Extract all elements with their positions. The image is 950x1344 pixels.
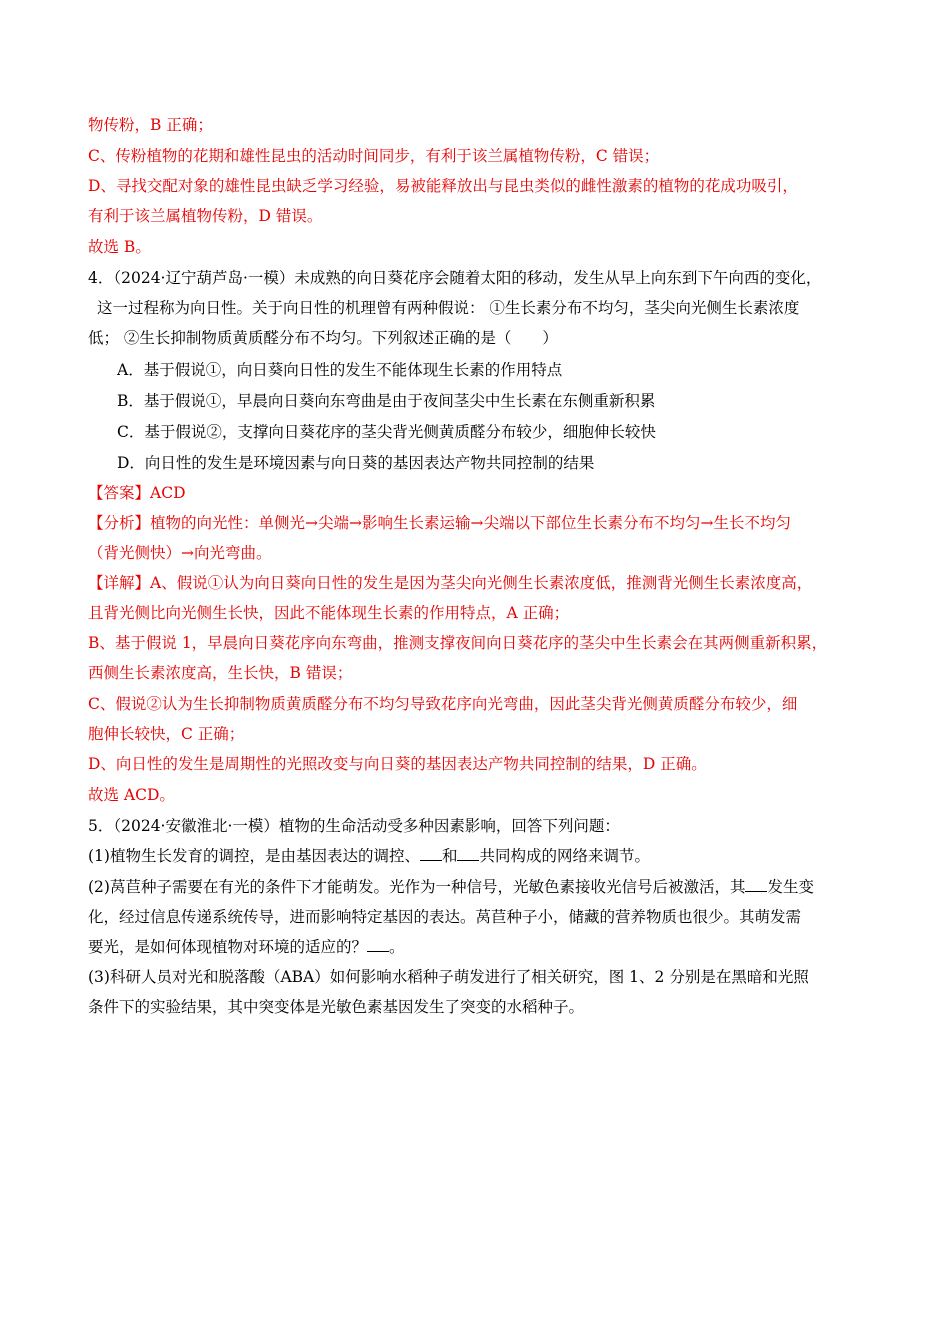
analysis-tag: 【分析】: [88, 514, 151, 532]
answer-tag: 【答案】: [88, 484, 151, 502]
question-4-option-c: C．基于假说②，支撑向日葵花序的茎尖背光侧黄质醛分布较少，细胞伸长较快: [117, 423, 656, 441]
part-2-text-d: 要光，是如何体现植物对环境的适应的？: [88, 938, 368, 956]
question-4-analysis-line2: （背光侧快）→向光弯曲。: [88, 544, 272, 562]
answer-option-d-explanation-cont: 有利于该兰属植物传粉，D 错误。: [88, 207, 323, 225]
question-4-answer: [88, 483, 186, 503]
part-2-text-e: 。: [389, 938, 405, 956]
question-4-stem: 4．（2024·辽宁葫芦岛·一模）未成熟的向日葵花序会随着太阳的移动，发生从早上向东到下午向西的变化，: [88, 269, 822, 287]
question-5-part-2-line3: [88, 937, 405, 957]
question-4-option-a: A．基于假说①，向日葵向日性的发生不能体现生长素的作用特点: [117, 361, 563, 379]
blank-4: [367, 937, 389, 952]
part-1-text-c: 共同构成的网络来调节。: [479, 847, 650, 865]
question-5-part-3-line2: 条件下的实验结果，其中突变体是光敏色素基因发生了突变的水稻种子。: [88, 998, 585, 1016]
part-2-text-a: (2)莴苣种子需要在有光的条件下才能萌发。光作为一种信号，光敏色素接收光信号后被激活，其: [88, 878, 746, 896]
question-4-detail-line4: 西侧生长素浓度高，生长快，B 错误；: [88, 664, 353, 682]
question-5-part-1: [88, 846, 650, 866]
question-5-stem: 5．（2024·安徽淮北·一模）植物的生命活动受多种因素影响，回答下列问题：: [88, 817, 620, 835]
question-4-detail-line3: B、基于假说 1，早晨向日葵花序向东弯曲，推测支撑夜间向日葵花序的茎尖中生长素会在其两侧重新积累，: [88, 634, 828, 652]
detail-text: A、假说①认为向日葵向日性的发生是因为茎尖向光侧生长素浓度低，推测背光侧生长素浓度高，: [150, 574, 813, 592]
question-4-detail-line6: 胞伸长较快，C 正确；: [88, 725, 245, 743]
question-4-detail-line2: 且背光侧比向光侧生长快，因此不能体现生长素的作用特点，A 正确；: [88, 604, 570, 622]
question-4-detail-line7: D、向日性的发生是周期性的光照改变与向日葵的基因表达产物共同控制的结果，D 正确。: [88, 755, 707, 773]
question-5-part-2: [88, 877, 814, 897]
answer-continuation-line: 物传粉，B 正确；: [88, 116, 213, 134]
question-4-option-b: B．基于假说①，早晨向日葵向东弯曲是由于夜间茎尖中生长素在东侧重新积累: [117, 392, 656, 410]
question-4-conclusion: 故选 ACD。: [88, 786, 175, 804]
answer-value: ACD: [150, 484, 186, 502]
blank-2: [457, 846, 479, 861]
detail-tag: 【详解】: [88, 574, 151, 592]
question-4-detail: [88, 573, 812, 593]
blank-3: [745, 877, 767, 892]
answer-option-d-explanation: D、寻找交配对象的雄性昆虫缺乏学习经验，易被能释放出与昆虫类似的雌性激素的植物的花成功吸引，: [88, 177, 798, 195]
analysis-text: 植物的向光性：单侧光→尖端→影响生长素运输→尖端以下部位生长素分布不均匀→生长不均匀: [150, 514, 791, 532]
part-1-text-a: (1)植物生长发育的调控，是由基因表达的调控、: [88, 847, 420, 865]
answer-option-c-explanation: C、传粉植物的花期和雄性昆虫的活动时间同步，有利于该兰属植物传粉，C 错误；: [88, 147, 660, 165]
question-4-stem-line3: 低； ②生长抑制物质黄质醛分布不均匀。下列叙述正确的是（ ）: [88, 329, 558, 347]
part-1-text-b: 和: [441, 847, 458, 865]
blank-1: [420, 846, 442, 861]
question-4-detail-line5: C、假说②认为生长抑制物质黄质醛分布不均匀导致花序向光弯曲，因此茎尖背光侧黄质醛分布较少，细: [88, 695, 798, 713]
question-4-option-d: D．向日性的发生是环境因素与向日葵的基因表达产物共同控制的结果: [117, 454, 595, 472]
part-2-text-b: 发生变: [767, 878, 814, 896]
question-4-stem-line2: 这一过程称为向日性。关于向日性的机理曾有两种假说： ①生长素分布不均匀，茎尖向光侧生长素浓度: [97, 299, 800, 317]
question-5-part-2-line2: 化，经过信息传递系统传导，进而影响特定基因的表达。莴苣种子小，储藏的营养物质也很少。其萌发需: [88, 908, 802, 926]
question-4-analysis: [88, 513, 791, 533]
question-5-part-3: (3)科研人员对光和脱落酸（ABA）如何影响水稻种子萌发进行了相关研究，图 1、2 分别是在黑暗和光照: [88, 968, 809, 986]
answer-conclusion: 故选 B。: [88, 238, 151, 256]
